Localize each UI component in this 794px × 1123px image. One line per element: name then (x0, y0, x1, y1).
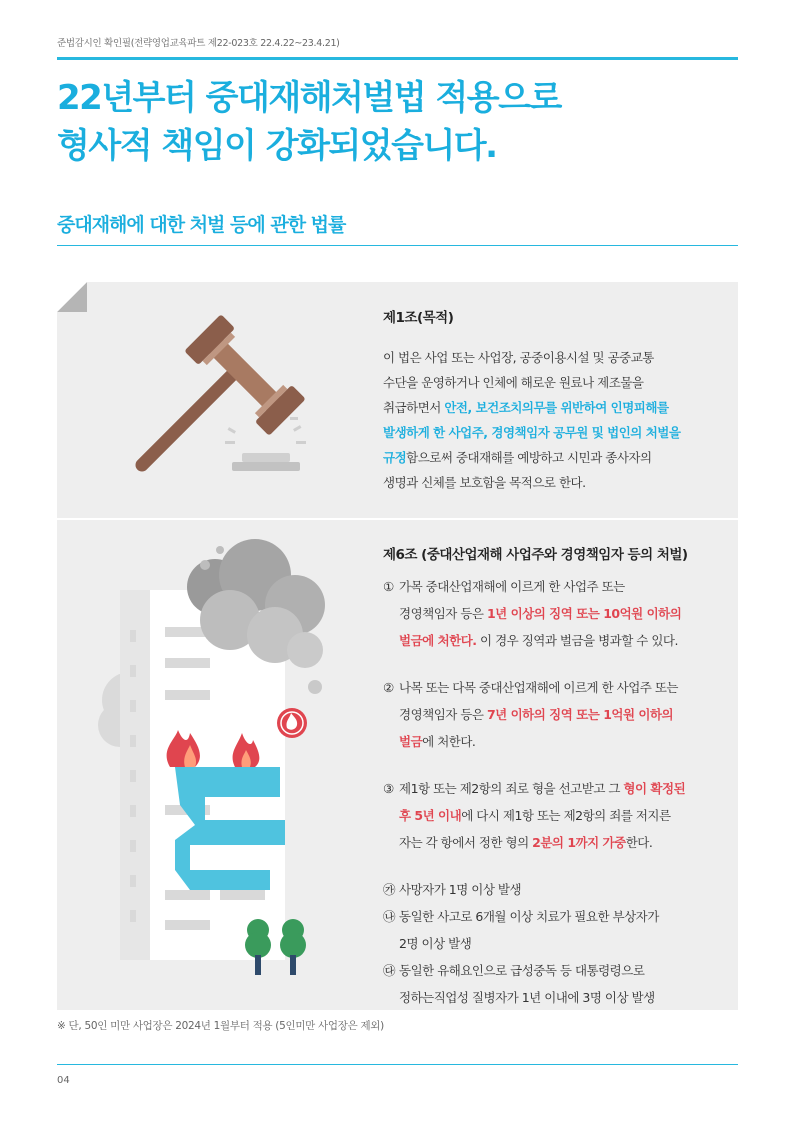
item-text: 한다. (625, 835, 653, 850)
article6 (383, 543, 688, 1011)
subitem-text: 동일한 유해요인으로 급성중독 등 대통령령으로 (399, 963, 645, 978)
article1-text: 함으로써 중대재해를 예방하고 시민과 종사자의 (406, 450, 652, 465)
item-text: 에 다시 제1항 또는 제2항의 죄를 저지른 (461, 808, 671, 823)
section-title: 중대재해에 대한 처벌 등에 관한 법률 (57, 214, 346, 236)
headline-line-1: 22년부터 중대재해처벌법 적용으로 (57, 78, 561, 118)
headline (57, 74, 561, 170)
item-text: 자는 각 항에서 정한 형의 (399, 835, 533, 850)
article1-line (383, 445, 680, 470)
article1 (383, 306, 680, 495)
page-fold-corner (57, 282, 87, 312)
article1-heading: 제1조(목적) (383, 310, 454, 326)
article1-text: 취급하면서 (383, 400, 445, 415)
item-text: 경영책임자 등은 (399, 707, 487, 722)
item-text: 경영책임자 등은 (399, 606, 487, 621)
item-highlight: 2분의 1까지 가중 (532, 835, 626, 850)
article1-highlight: 규정 (383, 450, 407, 465)
item-text: 제1항 또는 제2항의 죄로 형을 선고받고 그 (399, 781, 624, 796)
item-text: 나목 또는 다목 중대산업재해에 이르게 한 사업주 또는 (399, 680, 678, 695)
article6-item-2 (383, 674, 688, 755)
item-highlight: 후 5년 이내 (399, 808, 462, 823)
subitem-number: ㉯ (383, 909, 396, 924)
subitem-number: ㉮ (383, 882, 396, 897)
article1-line: 생명과 신체를 보호함을 목적으로 한다. (383, 475, 586, 490)
bottom-rule (57, 1064, 738, 1065)
item-number: ① (383, 579, 394, 594)
subitem-da (383, 957, 688, 984)
item-number: ② (383, 680, 394, 695)
item-highlight: 7년 이하의 징역 또는 1억원 이하의 (486, 707, 674, 722)
item-highlight: 1년 이상의 징역 또는 10억원 이하의 (486, 606, 682, 621)
subitem-na-cont: 2명 이상 발생 (399, 936, 472, 951)
gavel-icon (120, 305, 320, 485)
footnote: ※ 단, 50인 미만 사업장은 2024년 1월부터 적용 (5인미만 사업장은 제외) (57, 1020, 384, 1032)
item-text: 에 처한다. (422, 734, 476, 749)
subitem-text: 동일한 사고로 6개월 이상 치료가 필요한 부상자가 (399, 909, 659, 924)
item-highlight: 벌금에 처한다. (399, 633, 477, 648)
article6-item-1 (383, 573, 688, 654)
top-rule (57, 57, 738, 60)
item-text: 가목 중대산업재해에 이르게 한 사업주 또는 (399, 579, 625, 594)
subitem-text: 사망자가 1명 이상 발생 (399, 882, 522, 897)
approval-line: 준법감시인 확인필(전략영업교육파트 제22-023호 22.4.22~23.4.21) (57, 38, 340, 49)
burning-building-illustration (90, 535, 340, 980)
subitem-number: ㉰ (383, 963, 396, 978)
item-highlight: 벌금 (399, 734, 423, 749)
article6-subitems (383, 876, 688, 1011)
subitem-na (383, 903, 688, 930)
headline-line-2: 형사적 책임이 강화되었습니다. (57, 126, 497, 166)
article6-item-3 (383, 775, 688, 856)
subitem-ga (383, 876, 688, 903)
article1-highlight: 발생하게 한 사업주, 경영책임자 공무원 및 법인의 처벌을 (383, 425, 681, 440)
item-number: ③ (383, 781, 394, 796)
article6-heading: 제6조 (중대산업재해 사업주와 경영책임자 등의 처벌) (383, 547, 688, 563)
article1-line: 수단을 운영하거나 인체에 해로운 원료나 제조물을 (383, 375, 644, 390)
article1-line: 이 법은 사업 또는 사업장, 공중이용시설 및 공중교통 (383, 350, 654, 365)
item-text: 이 경우 징역과 벌금을 병과할 수 있다. (476, 633, 678, 648)
item-highlight: 형이 확정된 (623, 781, 686, 796)
subitem-da-cont: 정하는직업성 질병자가 1년 이내에 3명 이상 발생 (399, 990, 655, 1005)
page-number: 04 (57, 1075, 70, 1086)
article1-line (383, 395, 680, 420)
section-rule (57, 245, 738, 246)
article1-highlight: 안전, 보건조치의무를 위반하여 인명피해를 (444, 400, 669, 415)
